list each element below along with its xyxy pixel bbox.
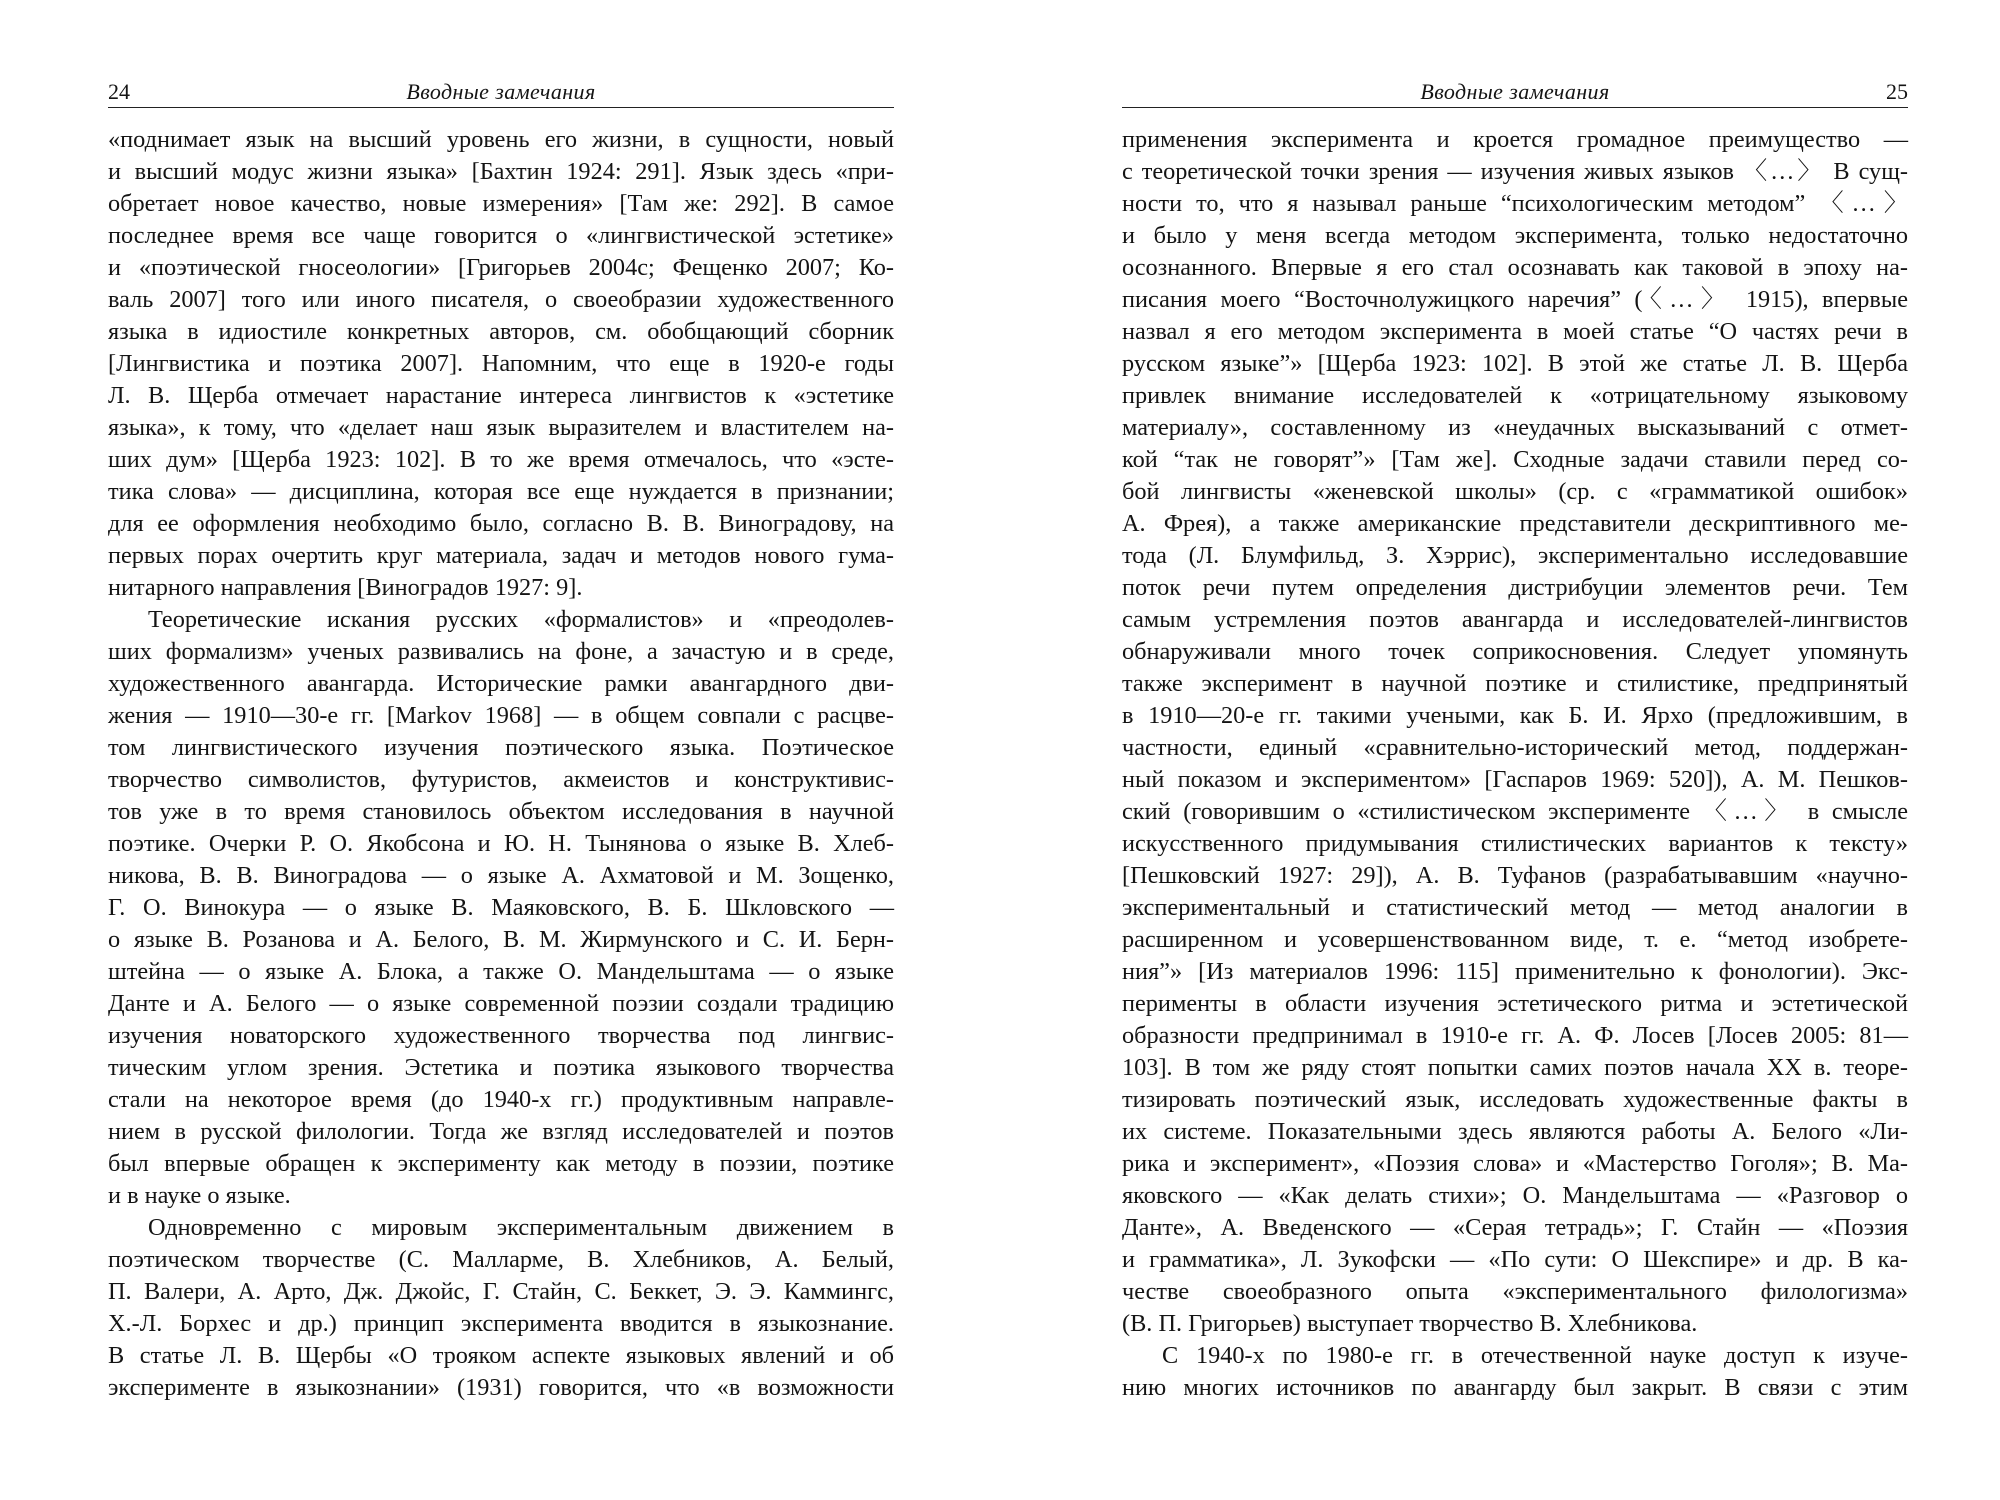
text-line: их системе. Показательными здесь являются работы А. Белого «Ли- xyxy=(1122,1118,1908,1145)
paragraph xyxy=(108,1212,894,1404)
text-line: поэтике. Очерки Р. О. Якобсона и Ю. Н. Тынянова о языке В. Хлеб- xyxy=(108,830,894,857)
text-line: художественного авангарда. Исторические рамки авангардного дви- xyxy=(108,670,894,697)
text-line: валь 2007] того или иного писателя, о своеобразии художественного xyxy=(108,286,894,313)
text-line: расширенном и усовершенствованном виде, т. е. “метод изобрете- xyxy=(1122,926,1908,953)
paragraph xyxy=(1122,124,1908,1340)
text-line: ших дум» [Щерба 1923: 102]. В то же время отмечалось, что «эсте- xyxy=(108,446,894,473)
right-page xyxy=(1000,0,2000,1500)
text-line: искусственного придумывания стилистических вариантов к тексту» xyxy=(1122,830,1908,857)
text-line: обнаруживали много точек соприкосновения. Следует упомянуть xyxy=(1122,638,1908,665)
text-line: привлек внимание исследователей к «отрицательному языковому xyxy=(1122,382,1908,409)
text-line: первых порах очертить круг материала, задач и методов нового гума- xyxy=(108,542,894,569)
text-line: Данте и А. Белого — о языке современной поэзии создали традицию xyxy=(108,990,894,1017)
text-line: А. Фрея), а также американские представители дескриптивного ме- xyxy=(1122,510,1908,537)
text-line: нитарного направления [Виноградов 1927: 9]. xyxy=(108,574,583,601)
text-line: осознанного. Впервые я его стал осознавать как таковой в эпоху на- xyxy=(1122,254,1908,281)
text-line: эксперименте в языкознании» (1931) говорится, что «в возможности xyxy=(108,1374,894,1401)
text-line: образности предпринимал в 1910-е гг. А. Ф. Лосев [Лосев 2005: 81— xyxy=(1122,1022,1908,1049)
text-line: поэтическом творчестве (С. Малларме, В. Хлебников, А. Белый, xyxy=(108,1246,894,1273)
text-line: ский (говорившим о «стилистическом эксперименте 〈…〉 в смысле xyxy=(1122,798,1908,825)
text-line: рика и эксперимент», «Поэзия слова» и «Мастерство Гоголя»; В. Ма- xyxy=(1122,1150,1908,1177)
text-line: (В. П. Григорьев) выступает творчество В. Хлебникова. xyxy=(1122,1310,1698,1337)
text-line: последнее время все чаще говорится о «лингвистической эстетике» xyxy=(108,222,894,249)
text-line: тода (Л. Блумфильд, З. Хэррис), экспериментально исследовавшие xyxy=(1122,542,1908,569)
text-line: тов уже в то время становилось объектом исследования в научной xyxy=(108,798,894,825)
text-line: Данте», А. Введенского — «Серая тетрадь»; Г. Стайн — «Поэзия xyxy=(1122,1214,1908,1241)
text-line: ния”» [Из материалов 1996: 115] применительно к фонологии). Экс- xyxy=(1122,958,1908,985)
text-line: в 1910—20-е гг. такими учеными, как Б. И. Ярхо (предложившим, в xyxy=(1122,702,1908,729)
paragraph xyxy=(108,124,894,604)
text-line: также эксперимент в научной поэтике и стилистике, предпринятый xyxy=(1122,670,1908,697)
running-title: Вводные замечания xyxy=(1420,79,1610,104)
text-line: Х.-Л. Борхес и др.) принцип эксперимента вводится в языкознание. xyxy=(108,1310,894,1337)
text-line: писания моего “Восточнолужицкого наречия” (〈…〉 1915), впервые xyxy=(1122,286,1908,313)
text-line: и высший модус жизни языка» [Бахтин 1924: 291]. Язык здесь «при- xyxy=(108,158,894,185)
page-number: 25 xyxy=(1886,79,1908,104)
text-line: творчество символистов, футуристов, акмеистов и конструктивис- xyxy=(108,766,894,793)
text-line: о языке В. Розанова и А. Белого, В. М. Жирмунского и С. И. Берн- xyxy=(108,926,894,953)
right-page-header xyxy=(1122,77,1908,108)
text-line: и грамматика», Л. Зукофски — «По сути: О Шекспире» и др. В ка- xyxy=(1122,1246,1908,1273)
text-line: для ее оформления необходимо было, согласно В. В. Виноградову, на xyxy=(108,510,894,537)
text-line: «поднимает язык на высший уровень его жизни, в сущности, новый xyxy=(108,126,894,153)
text-line: кой “так не говорят”» [Там же]. Сходные задачи ставили перед со- xyxy=(1122,446,1908,473)
text-line: стали на некоторое время (до 1940-х гг.) продуктивным направле- xyxy=(108,1086,894,1113)
text-line: языка», к тому, что «делает наш язык выразителем и властителем на- xyxy=(108,414,894,441)
text-line: экспериментальный и статистический метод — метод аналогии в xyxy=(1122,894,1908,921)
text-line: тика слова» — дисциплина, которая все еще нуждается в признании; xyxy=(108,478,894,505)
text-line: Одновременно с мировым экспериментальным движением в xyxy=(148,1214,894,1241)
text-line: перименты в области изучения эстетического ритма и эстетической xyxy=(1122,990,1908,1017)
text-line: жения — 1910—30-е гг. [Markov 1968] — в общем совпали с расцве- xyxy=(108,702,894,729)
text-line: П. Валери, А. Арто, Дж. Джойс, Г. Стайн, С. Беккет, Э. Э. Каммингс, xyxy=(108,1278,894,1305)
text-line: честве своеобразного опыта «экспериментального филологизма» xyxy=(1122,1278,1908,1305)
text-line: языка в идиостиле конкретных авторов, см. обобщающий сборник xyxy=(108,318,894,345)
text-line: и «поэтической гносеологии» [Григорьев 2004с; Фещенко 2007; Ко- xyxy=(108,254,894,281)
text-line: штейна — о языке А. Блока, а также О. Мандельштама — о языке xyxy=(108,958,894,985)
page-number: 24 xyxy=(108,79,130,104)
text-line: самым устремления поэтов авангарда и исследователей-лингвистов xyxy=(1122,606,1908,633)
text-line: нием в русской филологии. Тогда же взгляд исследователей и поэтов xyxy=(108,1118,894,1145)
text-line: С 1940-х по 1980-е гг. в отечественной науке доступ к изуче- xyxy=(1162,1342,1908,1369)
text-line: никова, В. В. Виноградова — о языке А. Ахматовой и М. Зощенко, xyxy=(108,862,894,889)
text-line: тическим углом зрения. Эстетика и поэтика языкового творчества xyxy=(108,1054,894,1081)
left-page-body xyxy=(108,124,894,1404)
right-page-body xyxy=(1122,124,1908,1404)
text-line: обретает новое качество, новые измерения» [Там же: 292]. В самое xyxy=(108,190,894,217)
text-line: с теоретической точки зрения — изучения живых языков 〈…〉 В сущ- xyxy=(1122,158,1908,185)
text-line: Л. В. Щерба отмечает нарастание интереса лингвистов к «эстетике xyxy=(108,382,894,409)
text-line: поток речи путем определения дистрибуции элементов речи. Тем xyxy=(1122,574,1908,601)
text-line: 103]. В том же ряду стоят попытки самих поэтов начала XX в. теоре- xyxy=(1122,1054,1908,1081)
text-line: тизировать поэтический язык, исследовать художественные факты в xyxy=(1122,1086,1908,1113)
text-line: частности, единый «сравнительно-исторический метод, поддержан- xyxy=(1122,734,1908,761)
text-line: Г. О. Винокура — о языке В. Маяковского, В. Б. Шкловского — xyxy=(108,894,894,921)
text-line: русском языке”» [Щерба 1923: 102]. В этой же статье Л. В. Щерба xyxy=(1122,350,1908,377)
paragraph xyxy=(1122,1340,1908,1404)
text-line: яковского — «Как делать стихи»; О. Мандельштама — «Разговор о xyxy=(1122,1182,1908,1209)
text-line: назвал я его методом эксперимента в моей статье “О частях речи в xyxy=(1122,318,1908,345)
text-line: ный показом и экспериментом» [Гаспаров 1969: 520]), А. М. Пешков- xyxy=(1122,766,1908,793)
text-line: был впервые обращен к эксперименту как методу в поэзии, поэтике xyxy=(108,1150,894,1177)
running-title: Вводные замечания xyxy=(406,79,596,104)
text-line: изучения новаторского художественного творчества под лингвис- xyxy=(108,1022,894,1049)
text-line: и в науке о языке. xyxy=(108,1182,291,1209)
text-line: В статье Л. В. Щербы «О трояком аспекте языковых явлений и об xyxy=(108,1342,894,1369)
text-line: Теоретические искания русских «формалистов» и «преодолев- xyxy=(148,606,894,633)
text-line: нию многих источников по авангарду был закрыт. В связи с этим xyxy=(1122,1374,1908,1401)
paragraph xyxy=(108,604,894,1212)
left-page-header xyxy=(108,77,894,108)
text-line: ших формализм» ученых развивались на фоне, а зачастую и в среде, xyxy=(108,638,894,665)
text-line: ности то, что я называл раньше “психологическим методом” 〈…〉 xyxy=(1122,190,1908,217)
text-line: [Пешковский 1927: 29]), А. В. Туфанов (разрабатывавшим «научно- xyxy=(1122,862,1908,889)
text-line: материалу», составленному из «неудачных высказываний с отмет- xyxy=(1122,414,1908,441)
text-line: и было у меня всегда методом эксперимента, только недостаточно xyxy=(1122,222,1908,249)
text-line: бой лингвисты «женевской школы» (ср. с «грамматикой ошибок» xyxy=(1122,478,1908,505)
text-line: том лингвистического изучения поэтического языка. Поэтическое xyxy=(108,734,894,761)
text-line: применения эксперимента и кроется громадное преимущество — xyxy=(1122,126,1908,153)
text-line: [Лингвистика и поэтика 2007]. Напомним, что еще в 1920-е годы xyxy=(108,350,894,377)
